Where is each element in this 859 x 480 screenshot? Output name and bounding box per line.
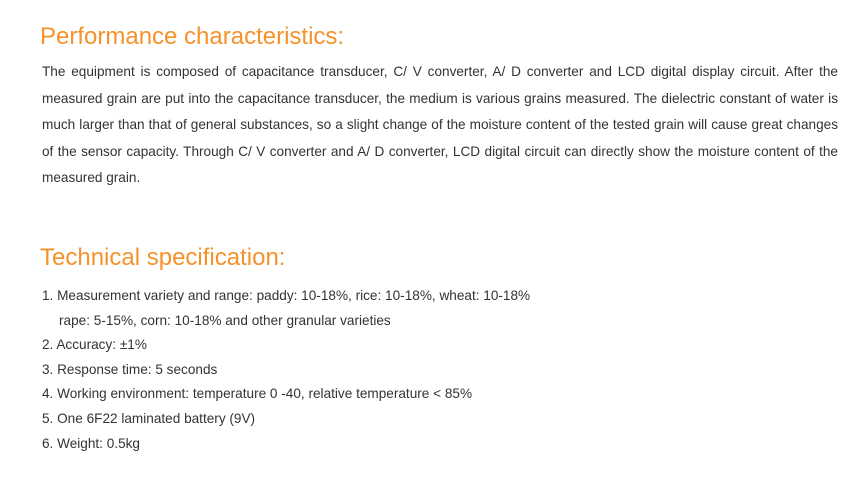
performance-heading: Performance characteristics: [40,23,345,50]
performance-paragraph: The equipment is composed of capacitance transducer, C/ V converter, A/ D converter and LCD digital display circuit. After the measured grain are put into the capacitance transducer, the medium is various grains measured. The dielectric constant of water is much larger than that of general substances, so a slight change of the moisture content of the tested grain will cause great changes of the sensor capacity. Through C/ V converter and A/ D converter, LCD digital circuit can directly show the moisture content of the measured grain. [42,64,838,185]
spec-item-battery: 5. One 6F22 laminated battery (9V) [42,410,256,426]
spec-item-accuracy: 2. Accuracy: ±1% [42,337,147,353]
specification-list [42,284,530,456]
spec-item-weight: 6. Weight: 0.5kg [42,435,140,451]
spec-item-measurement-range-continued: rape: 5-15%, corn: 10-18% and other granular varieties [59,312,391,328]
spec-item-response-time: 3. Response time: 5 seconds [42,361,218,377]
specification-heading: Technical specification: [40,244,286,271]
spec-item-working-environment: 4. Working environment: temperature 0 -40, relative temperature < 85% [42,386,473,402]
spec-item-measurement-range: 1. Measurement variety and range: paddy: 10-18%, rice: 10-18%, wheat: 10-18% [42,288,531,303]
